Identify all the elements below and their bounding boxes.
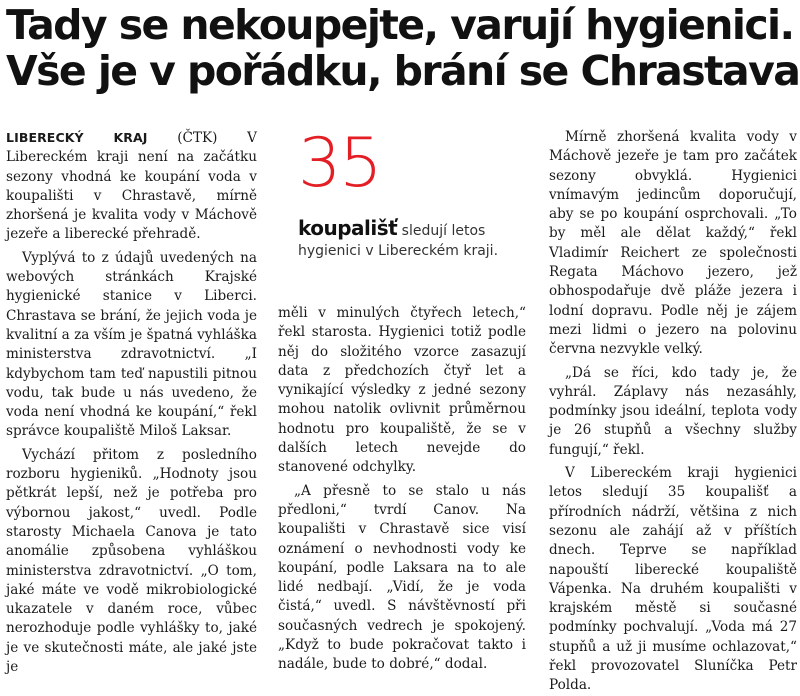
article-column-2 [278,304,526,675]
dateline: LIBERECKÝ KRAJ [6,130,148,145]
factbox-text [298,218,528,261]
article-column-1 [6,128,257,677]
paragraph: Mírně zhoršená kvalita vody v Máchově jezeře je tam pro začátek sezony obvyklá. Hygienici vnímavým jedincům doporučují, aby se po koupání osprchovali. „To by měl ale dělat každý,“ řekl Vladimír Reichert ze společnosti Regata Máchovo jezero, jež obhospodařuje dvě pláže jezera i lodní dopravu. Podle něj je zájem mezi lidmi o jezero na polovinu června nezvykle velký. [549,129,797,358]
factbox-text-line-1: sledují letos [397,223,486,239]
paragraph: „Dá se říci, kdo tady je, že vyhrál. Záplavy nás nezasáhly, podmínky jsou ideální, teplota vody je 26 stupňů a všechny služby fungují,“ řekl. [549,364,797,458]
factbox-text-line-2: hygienici v Libereckém kraji. [298,243,499,259]
paragraph: „A přesně to se stalo u nás předloni,“ tvrdí Canov. Na koupališti v Chrastavě sice visí oznámení o nevhodnosti vody ke koupání, podle Laksara na to ale lidé nedbají. „Vidí, že je voda čistá,“ uvedl. S návštěvností při současných vedrech je spokojený. „Když to bude pokračovat takto i nadále, bude to dobré,“ dodal. [278,482,526,673]
factbox-bold-word: koupališť [298,216,398,240]
paragraph: měli v minulých čtyřech letech,“ řekl starosta. Hygienici totiž podle něj do složitého vzorce zasazují data z předchozích čtyř let a vynikající výsledky z jedné sezony mohou natolik ovlivnit průměrnou hodnotu pro koupaliště, že se v dalších letech nevejde do stanovené odchylky. [278,305,526,476]
paragraph: V Libereckém kraji hygienici letos sledují 35 koupališť a přírodních nádrží, většina z nich sezonu ale zahájí až v příštích dnech. Teprve se například napouští liberecké koupaliště Vápenka. Na druhém koupališti v krajském městě si současné podmínky pochvalují. „Voda má 27 stupňů a už ji musíme ochlazovat,“ řekl provozovatel Sluníčka Petr Polda. [549,465,797,694]
headline-line-1: Tady se nekoupejte, varují hygienici. [6,1,794,49]
headline [6,2,798,94]
paragraph-text: (ČTK) V Libereckém kraji není na začátku sezony vhodná ke koupání voda v koupališti v Chrastavě, mírně zhoršená je kvalita vody v Máchově jezeře a liberecké přehradě. [6,130,257,243]
factbox-number: 35 [298,124,381,203]
headline-line-2: Vše je v pořádku, brání se Chrastava [6,47,800,95]
factbox [298,126,528,261]
paragraph: Vychází přitom z posledního rozboru hygieniků. „Hodnoty jsou pětkrát lepší, než je potřeba pro výbornou jakost,“ uvedl. Podle starosty Michaela Canova je tato anomálie způsobena vyhláškou ministerstva zdravotnictví. „O tom, jaké máte ve vodě mikrobiologické ukazatele v daném roce, vůbec nerozhoduje podle vyhlášky to, jaké je ve skutečnosti máte, ale jaké jste je [6,446,257,676]
paragraph: Vyplývá to z údajů uvedených na webových stránkách Krajské hygienické stanice v Liberci. Chrastava se brání, že jejich voda je kvalitní a za vším je špatná vyhláška ministerstva zdravotnictví. „I kdybychom tam teď napustili pitnou vodu, tak bude u nás uvedeno, že voda není vhodná ke koupání,“ řekl správce koupaliště Miloš Laksar. [6,249,257,440]
article-column-3 [549,128,797,696]
paragraph [6,128,257,245]
